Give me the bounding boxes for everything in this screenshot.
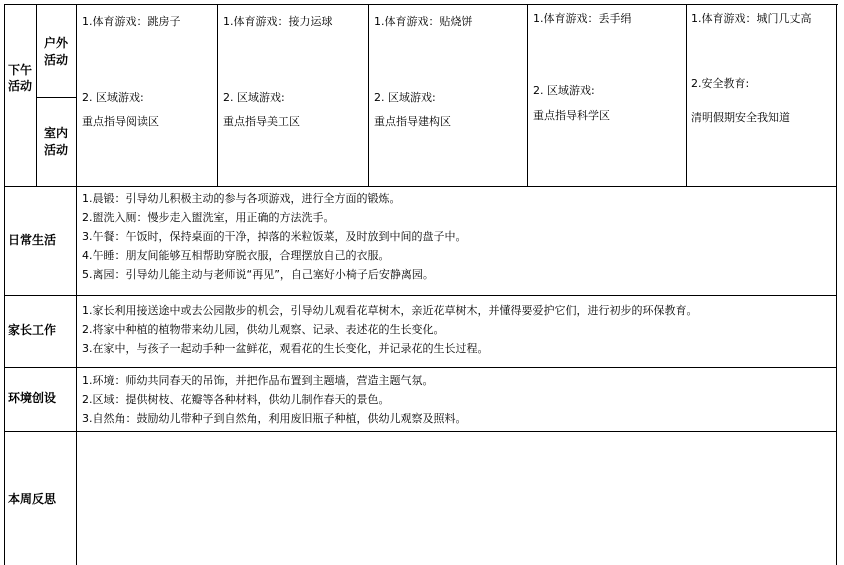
sports-game: 1.体育游戏：丢手绢 <box>533 12 632 25</box>
area-game-focus: 重点指导美工区 <box>223 115 300 128</box>
environment-content <box>82 371 467 428</box>
divider <box>36 97 76 98</box>
divider <box>527 4 528 186</box>
area-game-focus: 重点指导建构区 <box>374 115 451 128</box>
divider <box>217 4 218 186</box>
sports-game: 1.体育游戏：贴烧饼 <box>374 15 473 28</box>
area-game-focus: 重点指导科学区 <box>533 109 610 122</box>
reflection-label: 本周反思 <box>8 492 57 506</box>
sports-game: 1.体育游戏：城门几丈高 <box>691 12 812 25</box>
daily-life-line: 3.午餐：午饭时，保持桌面的干净，掉落的米粒饭菜，及时放到中间的盘子中。 <box>82 230 467 243</box>
area-game-focus: 重点指导阅读区 <box>82 115 159 128</box>
divider <box>686 4 687 186</box>
daily-life-label: 日常生活 <box>8 233 57 247</box>
environment-line: 2.区域：提供树枝、花瓣等各种材料，供幼儿制作春天的景色。 <box>82 393 390 406</box>
environment-line: 3.自然角：鼓励幼儿带种子到自然角，利用废旧瓶子种植，供幼儿观察及照料。 <box>82 412 467 425</box>
area-game-title: 2. 区域游戏: <box>223 91 285 104</box>
environment-line: 1.环境：师幼共同春天的吊饰，并把作品布置到主题墙，营造主题气氛。 <box>82 374 434 387</box>
parent-work-line: 3.在家中，与孩子一起动手种一盆鲜花，观看花的生长变化，并记录花的生长过程。 <box>82 342 489 355</box>
area-game-title: 2. 区域游戏: <box>82 91 144 104</box>
divider <box>4 431 837 432</box>
divider <box>368 4 369 186</box>
parent-work-label: 家长工作 <box>8 323 57 337</box>
daily-life-line: 1.晨锻：引导幼儿积极主动的参与各项游戏，进行全方面的锻炼。 <box>82 192 401 205</box>
parent-work-content <box>82 301 698 358</box>
divider <box>4 295 837 296</box>
border-right <box>836 4 837 565</box>
parent-work-line: 1.家长利用接送途中或去公园散步的机会，引导幼儿观看花草树木，亲近花草树木，并懂得要爱护它们，进行初步的环保教育。 <box>82 304 698 317</box>
daily-life-content <box>82 189 467 284</box>
divider <box>76 4 77 565</box>
area-game-title: 2. 区域游戏: <box>374 91 436 104</box>
parent-work-line: 2.将家中种植的植物带来幼儿园，供幼儿观察、记录、表述花的生长变化。 <box>82 323 445 336</box>
divider <box>36 4 37 186</box>
environment-label: 环境创设 <box>8 391 57 405</box>
reflection-content[interactable] <box>82 440 832 560</box>
divider <box>4 186 837 187</box>
divider <box>4 367 837 368</box>
outdoor-label: 户外活动 <box>43 36 68 67</box>
sports-game: 1.体育游戏：接力运球 <box>223 15 333 28</box>
area-game-title: 2. 区域游戏: <box>533 84 595 97</box>
indoor-label: 室内活动 <box>43 126 68 157</box>
daily-life-line: 2.盥洗入厕：慢步走入盥洗室，用正确的方法洗手。 <box>82 211 335 224</box>
daily-life-line: 5.离园：引导幼儿能主动与老师说“再见”，自己塞好小椅子后安静离园。 <box>82 268 434 281</box>
safety-education-title: 2.安全教育: <box>691 77 750 90</box>
border-top <box>4 4 838 5</box>
daily-life-line: 4.午睡：朋友间能够互相帮助穿脱衣服，合理摆放自己的衣服。 <box>82 249 390 262</box>
safety-education-focus: 清明假期安全我知道 <box>691 111 790 124</box>
sports-game: 1.体育游戏：跳房子 <box>82 15 181 28</box>
border-left <box>4 4 5 565</box>
afternoon-label: 下午活动 <box>8 63 33 93</box>
